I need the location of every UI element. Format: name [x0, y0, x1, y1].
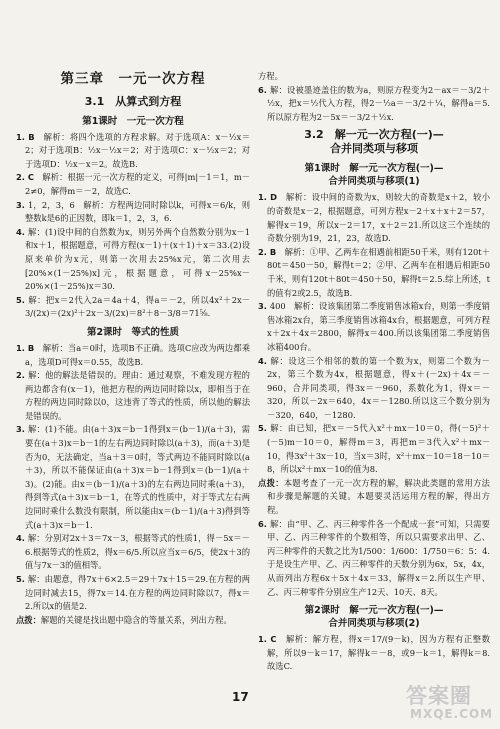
answer-item: 3. 1，2，3，6 解析：方程两边同时除以k，可得x＝6/k，则整数k是6的正因数，即k＝1，2，3，6. — [16, 199, 250, 224]
left-column — [16, 68, 250, 627]
answer-item: 6. 解：由“甲、乙、丙三种零件各一个配成一套”可知，只需要甲、乙、丙三种零件的个数相等，所以只需要求出甲、乙、丙三种零件的天数之比为1/500：1/600：1/750＝6：5：4.于是设生产甲、乙、丙三种零件的天数分别为6x，5x，4x，从而列出方程6x＋5x＋4x＝33，解得x＝2.所以生产甲、乙、丙三种零件分别应生产12天、10天、8天。 — [258, 518, 490, 597]
section-title-line: 合并同类项与移项 — [330, 142, 418, 156]
answer-item: 2. B 解析：①甲、乙两车在相遇前相距50千米，则有120t＋80t＝450－50，解得t＝2；②甲、乙两车在相遇后相距50千米，则有120t＋80t＝450＋50，解得t＝2.5.综上所述，t的值有2或2.5，故选B. — [258, 246, 491, 298]
section-title-line: 3.2 解一元一次方程(一)— — [304, 128, 444, 142]
chapter-title: 第三章 一元一次方程 — [60, 71, 206, 87]
answer-item: 1. D 解析：设中间的奇数为x，则较大的奇数是x＋2，较小的奇数是x－2，根据题意，可列方程x－2＋x＋x＋2＝57，解得x＝19，所以x－2＝17，x＋2＝21.所以这三个连续的奇数分别为19，21，23，故选D. — [258, 192, 491, 244]
lesson-title: 第1课时 一元一次方程 — [82, 115, 184, 127]
lesson-title — [258, 604, 490, 630]
answer-item: 4. 解：设这三个相邻的数的第一个数为x，则第二个数为－2x，第三个数为4x，根据题意，得x＋(－2x)＋4x＝－960，合并同类项，得3x＝－960，系数化为1，得x＝－320，所以－2x＝640，4x＝－1280.所以这三个数分别为－320，640，－1280. — [258, 355, 490, 420]
watermark-logo — [396, 680, 496, 728]
carry-over-text: 方程。 — [258, 71, 283, 81]
page-number: 17 — [232, 690, 249, 704]
answer-item: 5. 解：由已知，把x＝－5代入x²＋mx－10＝0，得(－5)²＋(－5)m－10＝0，解得m＝3，再把m＝3代入x²＋mx－10，得3x²＋3x－10，当x＝3时，x²＋mx－10＝18－10＝8，所以x²＋mx－10的值为8. — [258, 423, 490, 475]
hint-note: 点拨：本题考查了一元一次方程的解，解决此类题的常用方法和步骤是解题的关键。本题要灵活运用方程的解，得出方程。 — [258, 477, 490, 516]
answer-item: 2. C 解析：根据一元一次方程的定义，可得|m|－1＝1，m－2≠0，解得m＝－2，故选C. — [16, 172, 251, 196]
lesson-title — [258, 162, 490, 188]
section-title — [258, 128, 490, 156]
answer-item: 5. 解：把x＝2代入2a＝4a＋4，得a＝－2，所以4x²＋2x－3/(2x)＝(2x)²＋2x－3/(2x)＝8²＋8－3/8＝71⅝. — [16, 294, 250, 319]
answer-item: 2. 解：他的解法是错误的。理由：通过观察，不难发现方程的两边都含有(x－1)，他把方程的两边同时除以x，即相当于在方程的两边同时除以0，这违背了等式的性质，所以他的解法是错误的。 — [16, 370, 250, 421]
answer-item: 3. 400 解析：设该集团第二季度销售冰箱x台，则第一季度销售冰箱2x台，第三季度销售冰箱4x台，根据题意，可列方程x＋2x＋4x＝2800，解得x＝400.所以该集团第二季度销售冰箱400台。 — [258, 301, 490, 352]
lesson-title-line: 第2课时 解一元一次方程(一)— — [304, 605, 444, 617]
answer-item: 1. B 解析：当a＝0时，选项B不正确。选项C应改为两边都乘a，选项D可得x＝0.55，故选B. — [16, 342, 250, 367]
answer-item: 1. C 解析：解方程，得x＝17/(9－k)，因为方程有正整数解，所以9－k＝17，解得k＝－8，或9－k＝1，解得k＝8.故选C. — [258, 634, 490, 672]
right-column — [258, 70, 490, 674]
watermark-line2: MXQE.COM — [410, 707, 494, 721]
answer-item: 4. 解：分别对2x＋3＝7x－3，根据等式的性质1，得－5x＝－6.根据等式的性质2，得x＝6/5.所以应当x＝6/5，使2x＋3的值与7x－3的值相等。 — [16, 533, 250, 571]
section-title: 3.1 从算式到方程 — [84, 94, 182, 108]
lesson-title-line: 合并同类项与移项(1) — [328, 176, 420, 188]
answer-item: 5. 解：由题意，得7x＋6×2.5＝29＋7x＋15＝29.在方程的两边同时减去15，得7x＝14.在方程的两边同时除以7，得x＝2.所以x的值是2. — [16, 574, 250, 612]
answer-item: 1. B 解析：将四个选项的方程求解。对于选项A：x－½x＝2；对于选项B：½x－½x＝2；对于选项C：x－½x＝2；对于选项D：½x－x＝2。故选B. — [16, 131, 250, 169]
watermark-line1: 答案圈 — [406, 684, 472, 708]
lesson-title-line: 合并同类项与移项(2) — [328, 618, 420, 630]
lesson-title-line: 第1课时 解一元一次方程(一)— — [304, 163, 444, 175]
answer-item: 6. 解：设被墨迹盖住的数为a，则原方程变为2－ax＝－3/2＋½x，把x＝½代入方程，得2－½a＝－3/2＋¼，解得a＝5.所以原方程为2－5x＝－3/2＋½x. — [258, 84, 490, 122]
hint-note: 点拨：解题的关键是找出题中隐含的等量关系，列出方程。 — [16, 614, 232, 625]
answer-item: 4. 解：(1)设中间的自然数为x，则另外两个自然数分别为x－1和x＋1，根据题意，可得方程(x－1)＋(x＋1)＋x＝33.(2)设原来单价为x元，则第一次用去25%x元，第二次用去[20%×(1－25%)x]元，根据题意，可得x－25%x－20%×(1－25%)x＝30. — [16, 226, 250, 292]
answer-item: 3. 解：(1)不能。由(a＋3)x＝b－1得到x＝(b－1)/(a＋3)，需要在(a＋3)x＝b－1的左右两边同时除以(a＋3)，而(a＋3)是否为0，无法确定，当a＋3＝0时，等式两边不能同时除以(a＋3)，所以不能保证由(a＋3)x＝b－1得到x＝(b－1)/(a＋3)。(2)能。由x＝(b－1)/(a＋3)的左右两边同时乘(a＋3)，得到等式(a＋3)x＝b－1，在等式的性质中，对于等式左右两边同时乘什么数没有限制，所以能由x＝(b－1)/(a＋3)得到等式(a＋3)x＝b－1. — [16, 424, 250, 530]
lesson-title: 第2课时 等式的性质 — [86, 326, 180, 338]
